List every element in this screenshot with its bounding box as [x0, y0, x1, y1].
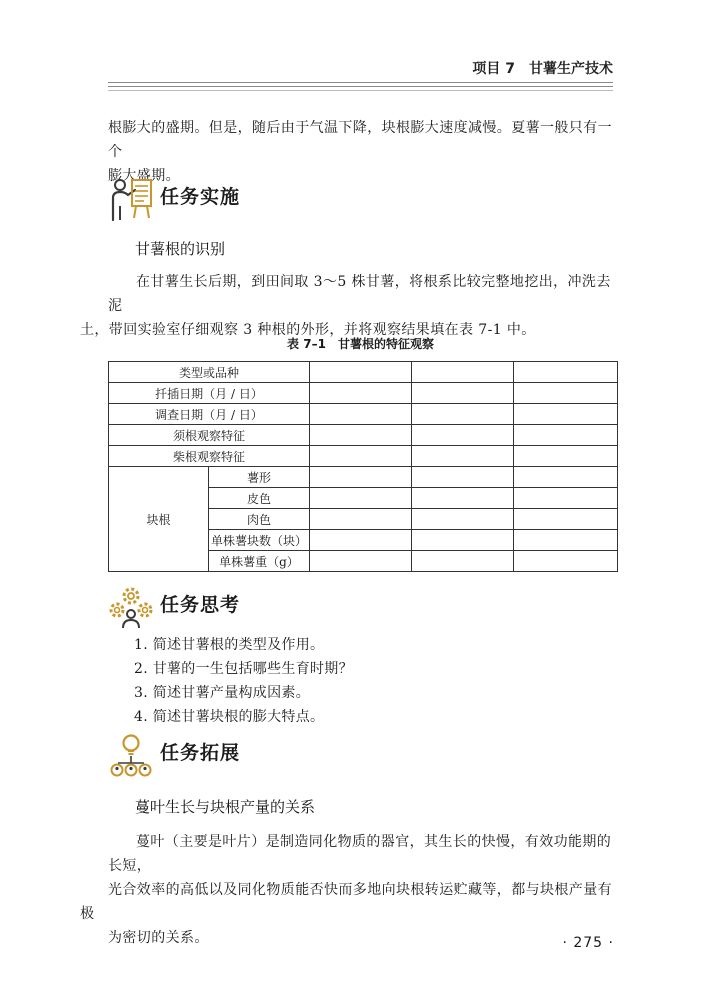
- table-cell: [514, 488, 618, 509]
- table-row: [109, 404, 618, 425]
- table-cell: [412, 383, 514, 404]
- table-title: 甘薯根的特征观察: [337, 337, 434, 351]
- table-cell: [412, 362, 514, 383]
- text-line: 根膨大的盛期。但是，随后由于气温下降，块根膨大速度减慢。夏薯一般只有一个: [108, 120, 612, 160]
- row-label: 柴根观察特征: [109, 446, 310, 467]
- table-row: [109, 383, 618, 404]
- header-project-number: 项目 7: [472, 61, 515, 77]
- row-label: 薯形: [209, 467, 310, 488]
- section-title: 任务拓展: [160, 742, 241, 764]
- section-heading-task-implementation: [108, 176, 408, 220]
- subheading-root-identification: 甘薯根的识别: [135, 240, 226, 258]
- list-item: 3. 简述甘薯产量构成因素。: [134, 685, 311, 701]
- table-cell: [310, 383, 412, 404]
- section-heading-task-thinking: [108, 584, 408, 628]
- table-cell: [412, 509, 514, 530]
- text-line: 在甘薯生长后期，到田间取 3～5 株甘薯，将根系比较完整地挖出，冲洗去泥: [108, 274, 611, 314]
- table-cell: [310, 488, 412, 509]
- table-cell: [412, 488, 514, 509]
- table-cell: [310, 551, 412, 572]
- table-cell: [514, 446, 618, 467]
- table-cell: [310, 509, 412, 530]
- table-cell: [412, 446, 514, 467]
- table-number: 表 7–1: [287, 337, 326, 351]
- row-label: 皮色: [209, 488, 310, 509]
- lightbulb-team-icon: [108, 732, 154, 778]
- table-cell: [412, 530, 514, 551]
- table-cell: [514, 425, 618, 446]
- table-cell: [310, 467, 412, 488]
- table-cell: [514, 509, 618, 530]
- table-cell: [310, 362, 412, 383]
- row-label: 调查日期（月 / 日）: [109, 404, 310, 425]
- text-line: 蔓叶（主要是叶片）是制造同化物质的器官，其生长的快慢，有效功能期的长短，: [108, 834, 612, 874]
- header-rule: [108, 90, 613, 91]
- running-header: [108, 58, 613, 78]
- table-row: [109, 362, 618, 383]
- question-list: [134, 633, 353, 729]
- list-item: 4. 简述甘薯块根的膨大特点。: [134, 709, 325, 725]
- header-rule: [108, 82, 613, 83]
- table-cell: [514, 467, 618, 488]
- row-label: 类型或品种: [109, 362, 310, 383]
- section-heading-task-extension: [108, 732, 408, 776]
- page-number: · 275 ·: [562, 935, 614, 951]
- text-line: 为密切的关系。: [108, 930, 209, 946]
- subheading-vine-yield: 蔓叶生长与块根产量的关系: [135, 798, 316, 816]
- table-cell: [514, 530, 618, 551]
- table-cell: [412, 404, 514, 425]
- section-title: 任务实施: [160, 186, 241, 208]
- table-cell: [514, 383, 618, 404]
- table-cell: [412, 551, 514, 572]
- row-label: 单株薯重（g）: [209, 551, 310, 572]
- text-line: 土，带回实验室仔细观察 3 种根的外形，并将观察结果填在表 7-1 中。: [80, 322, 536, 338]
- table-cell: [412, 425, 514, 446]
- table-cell: [310, 446, 412, 467]
- table-cell: [514, 362, 618, 383]
- group-label: 块根: [109, 467, 209, 572]
- row-label: 须根观察特征: [109, 425, 310, 446]
- task-impl-paragraph: [80, 270, 613, 342]
- table-row: [109, 425, 618, 446]
- row-label: 肉色: [209, 509, 310, 530]
- table-cell: [310, 404, 412, 425]
- gears-person-icon: [108, 584, 154, 630]
- table-cell: [514, 404, 618, 425]
- list-item: 1. 简述甘薯根的类型及作用。: [134, 637, 325, 653]
- table-cell: [514, 551, 618, 572]
- observation-table: [108, 361, 618, 572]
- table-cell: [412, 467, 514, 488]
- section-title: 任务思考: [160, 594, 241, 616]
- row-label: 扦插日期（月 / 日）: [109, 383, 310, 404]
- list-item: 2. 甘薯的一生包括哪些生育时期？: [134, 661, 353, 677]
- task-ext-paragraph: [80, 830, 613, 950]
- presenter-board-icon: [108, 176, 154, 222]
- text-line: 膨大盛期。: [108, 168, 180, 184]
- table-cell: [310, 530, 412, 551]
- table-cell: [310, 425, 412, 446]
- table-row: [109, 467, 618, 488]
- table-caption: [108, 335, 613, 352]
- table-row: [109, 446, 618, 467]
- header-rule: [108, 86, 613, 87]
- text-line: 光合效率的高低以及同化物质能否快而多地向块根转运贮藏等，都与块根产量有极: [80, 882, 612, 922]
- header-chapter-title: 甘薯生产技术: [529, 61, 613, 77]
- row-label: 单株薯块数（块）: [209, 530, 310, 551]
